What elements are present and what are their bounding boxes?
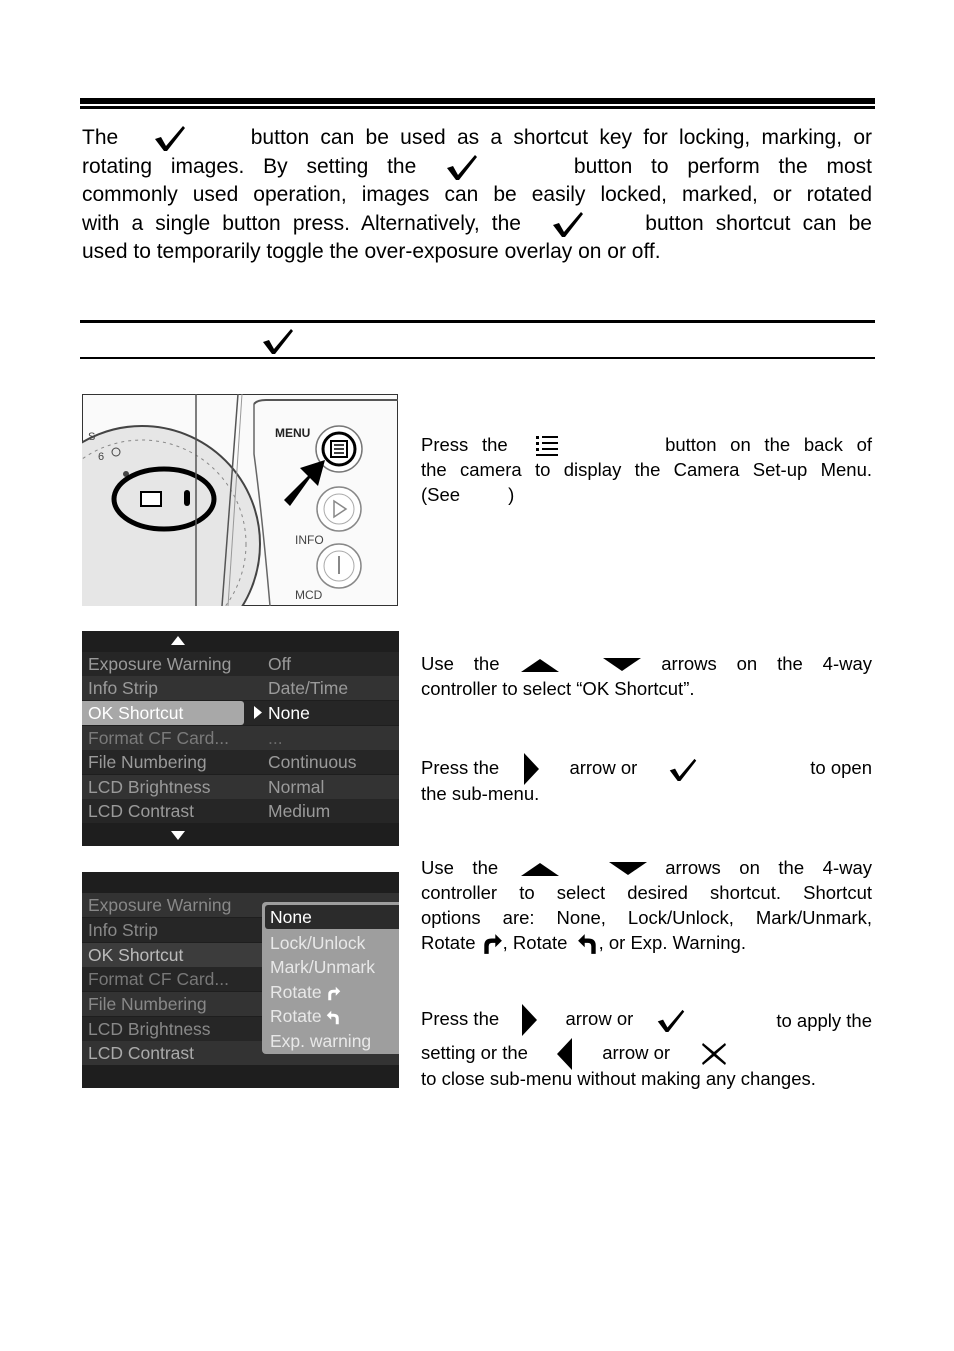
up-arrow-icon	[521, 862, 559, 876]
step-text: Use the	[421, 653, 500, 674]
ok-gap	[435, 153, 555, 182]
submenu-item[interactable]	[270, 982, 341, 1003]
up-down-arrow-gap	[517, 855, 647, 880]
header-rule-bottom	[80, 106, 875, 109]
section-rule-bottom	[80, 357, 875, 359]
section-check-icon	[261, 327, 295, 355]
intro-line-5	[82, 238, 872, 267]
step-text: , or Exp. Warning.	[598, 932, 746, 953]
menu-row[interactable]	[82, 799, 399, 823]
step-1-line-3	[421, 482, 872, 507]
down-arrow-icon	[603, 658, 641, 672]
check-icon	[445, 153, 479, 181]
menu-row-value: ...	[268, 728, 283, 748]
menu-row-value: Date/Time	[268, 678, 349, 698]
menu-row[interactable]	[82, 652, 399, 676]
submenu-item[interactable]: Mark/Unmark	[270, 957, 376, 977]
shortcut-submenu	[262, 902, 399, 1054]
camera-back-illustration	[82, 394, 398, 606]
menu-row-label: OK Shortcut	[88, 703, 184, 723]
ok-gap	[533, 210, 633, 239]
check-icon	[668, 757, 698, 782]
menu-row-value: None	[268, 703, 310, 723]
check-icon	[551, 210, 585, 238]
intro-paragraph	[82, 124, 872, 267]
step-text: Press the	[421, 756, 500, 778]
step-text: the camera to display the Camera Set-up Menu.	[421, 459, 872, 480]
intro-line-2	[82, 153, 872, 182]
menu-row[interactable]	[82, 775, 399, 799]
step-5-line-1	[421, 1004, 872, 1038]
menu-row-value: Normal	[268, 777, 325, 797]
scroll-down-arrow-icon	[171, 831, 185, 840]
step-text: setting or the	[421, 1041, 528, 1063]
step-3	[421, 753, 872, 806]
intro-line-3	[82, 181, 872, 210]
close-x-icon	[701, 1042, 727, 1066]
section-rule-top	[80, 320, 875, 323]
menu-row-label: Exposure Warning	[88, 654, 232, 674]
camera-info-label: INFO	[295, 533, 324, 547]
header-rule-top	[80, 98, 875, 104]
up-arrow-icon	[521, 658, 559, 672]
ok-gap	[129, 124, 239, 153]
svg-text:S: S	[88, 431, 96, 443]
menu-row-label: Format CF Card...	[88, 728, 229, 748]
step-text: arrows on the 4-way	[665, 857, 873, 878]
step-text: Press the	[421, 1007, 500, 1029]
scroll-up-arrow-icon	[171, 636, 185, 645]
step-1-line-1	[421, 432, 872, 457]
menu-row-label: LCD Brightness	[88, 777, 211, 797]
menu-row-label: File Numbering	[88, 752, 207, 772]
menu-row-label: LCD Brightness	[88, 1019, 211, 1039]
submenu-item-label: Rotate	[270, 1006, 322, 1026]
intro-line-4	[82, 210, 872, 239]
menu-row-label: Info Strip	[88, 920, 159, 940]
intro-text: The	[82, 126, 119, 149]
camera-menu-label: MENU	[275, 426, 311, 440]
rotate-left-icon	[577, 933, 599, 955]
submenu-item-label: None	[270, 907, 312, 927]
menu-row-label: OK Shortcut	[88, 945, 184, 965]
menu-row-label: Info Strip	[88, 678, 159, 698]
menu-row-label: Exposure Warning	[88, 895, 232, 915]
step-text: arrows on the 4-way	[661, 653, 873, 674]
menu-row[interactable]	[82, 726, 399, 750]
svg-text:6: 6	[98, 451, 105, 463]
step-text: button on the back of	[665, 434, 873, 455]
menu-row[interactable]	[82, 750, 399, 774]
step-5	[421, 1004, 872, 1091]
intro-text: commonly used operation, images can be easily locked, marked, or rotated	[82, 183, 872, 207]
submenu-item[interactable]	[270, 1006, 341, 1027]
step-2	[421, 651, 872, 701]
step-text: )	[508, 484, 515, 505]
menu-button-gap	[521, 432, 651, 458]
step-3-line-1	[421, 753, 872, 781]
check-icon	[656, 1008, 686, 1033]
step-1	[421, 432, 872, 507]
menu-row-selected[interactable]	[82, 701, 399, 725]
setup-menu-screenshot-1	[82, 631, 399, 846]
submenu-item[interactable]: Lock/Unlock	[270, 933, 366, 953]
intro-text: button shortcut can be	[645, 211, 872, 235]
menu-row-value: Continuous	[268, 752, 357, 772]
rotate-right-icon	[481, 933, 503, 955]
intro-text: button can be used as a shortcut key for locking, marking, or	[250, 126, 872, 149]
menu-row-label: Format CF Card...	[88, 969, 229, 989]
camera-mcd-label: MCD	[295, 588, 323, 602]
step-text: , Rotate	[502, 932, 568, 953]
rotate-right-icon	[326, 986, 341, 1001]
intro-text: with a single button press. Alternatively, the	[82, 211, 521, 235]
step-4	[421, 855, 872, 955]
step-1-line-2	[421, 457, 872, 482]
step-2-line-2: controller to select “OK Shortcut”.	[421, 678, 695, 699]
menu-row-label: File Numbering	[88, 994, 207, 1014]
step-4-line-1	[421, 855, 872, 880]
step-text: (See	[421, 484, 461, 505]
menu-row-value: Medium	[268, 801, 331, 821]
menu-row-label: LCD Contrast	[88, 1043, 195, 1063]
step-5-line-3: to close sub-menu without making any changes.	[421, 1068, 816, 1089]
up-down-arrow-gap	[519, 651, 641, 676]
down-arrow-icon	[609, 862, 647, 876]
step-3-line-2: the sub-menu.	[421, 783, 540, 804]
intro-text: rotating images. By setting the	[82, 154, 417, 178]
step-text: options are: None, Lock/Unlock, Mark/Unmark,	[421, 907, 872, 928]
intro-line-1	[82, 124, 872, 153]
step-text: Use the	[421, 857, 499, 878]
rotate-left-icon	[326, 1010, 341, 1025]
step-text: controller to select desired shortcut. Shortcut	[421, 882, 872, 903]
step-2-line-1	[421, 651, 872, 676]
submenu-item-selected[interactable]	[265, 905, 399, 929]
menu-row-value: Off	[268, 654, 292, 674]
menu-row-label: LCD Contrast	[88, 801, 195, 821]
intro-text: used to temporarily toggle the over-exposure overlay on or off.	[82, 240, 661, 264]
step-text: to apply the	[776, 1010, 872, 1031]
submenu-item[interactable]: Exp. warning	[270, 1031, 372, 1051]
step-text: arrow or	[602, 1041, 671, 1063]
step-4-line-3	[421, 905, 872, 930]
step-text: Rotate	[421, 932, 476, 953]
step-4-line-2	[421, 880, 872, 905]
step-text: Press the	[421, 434, 508, 455]
menu-list-icon	[535, 434, 561, 458]
step-4-line-4	[421, 930, 872, 955]
right-arrow-icon	[522, 1004, 538, 1036]
step-text: arrow or	[569, 756, 638, 778]
step-text: to open	[810, 757, 872, 778]
submenu-pointer-icon	[254, 706, 262, 719]
setup-menu-screenshot-2	[82, 872, 399, 1088]
step-text: arrow or	[565, 1007, 634, 1029]
intro-text: button to perform the most	[573, 154, 872, 178]
menu-row[interactable]	[82, 676, 399, 700]
check-icon	[153, 124, 187, 152]
submenu-item-label: Rotate	[270, 982, 322, 1002]
